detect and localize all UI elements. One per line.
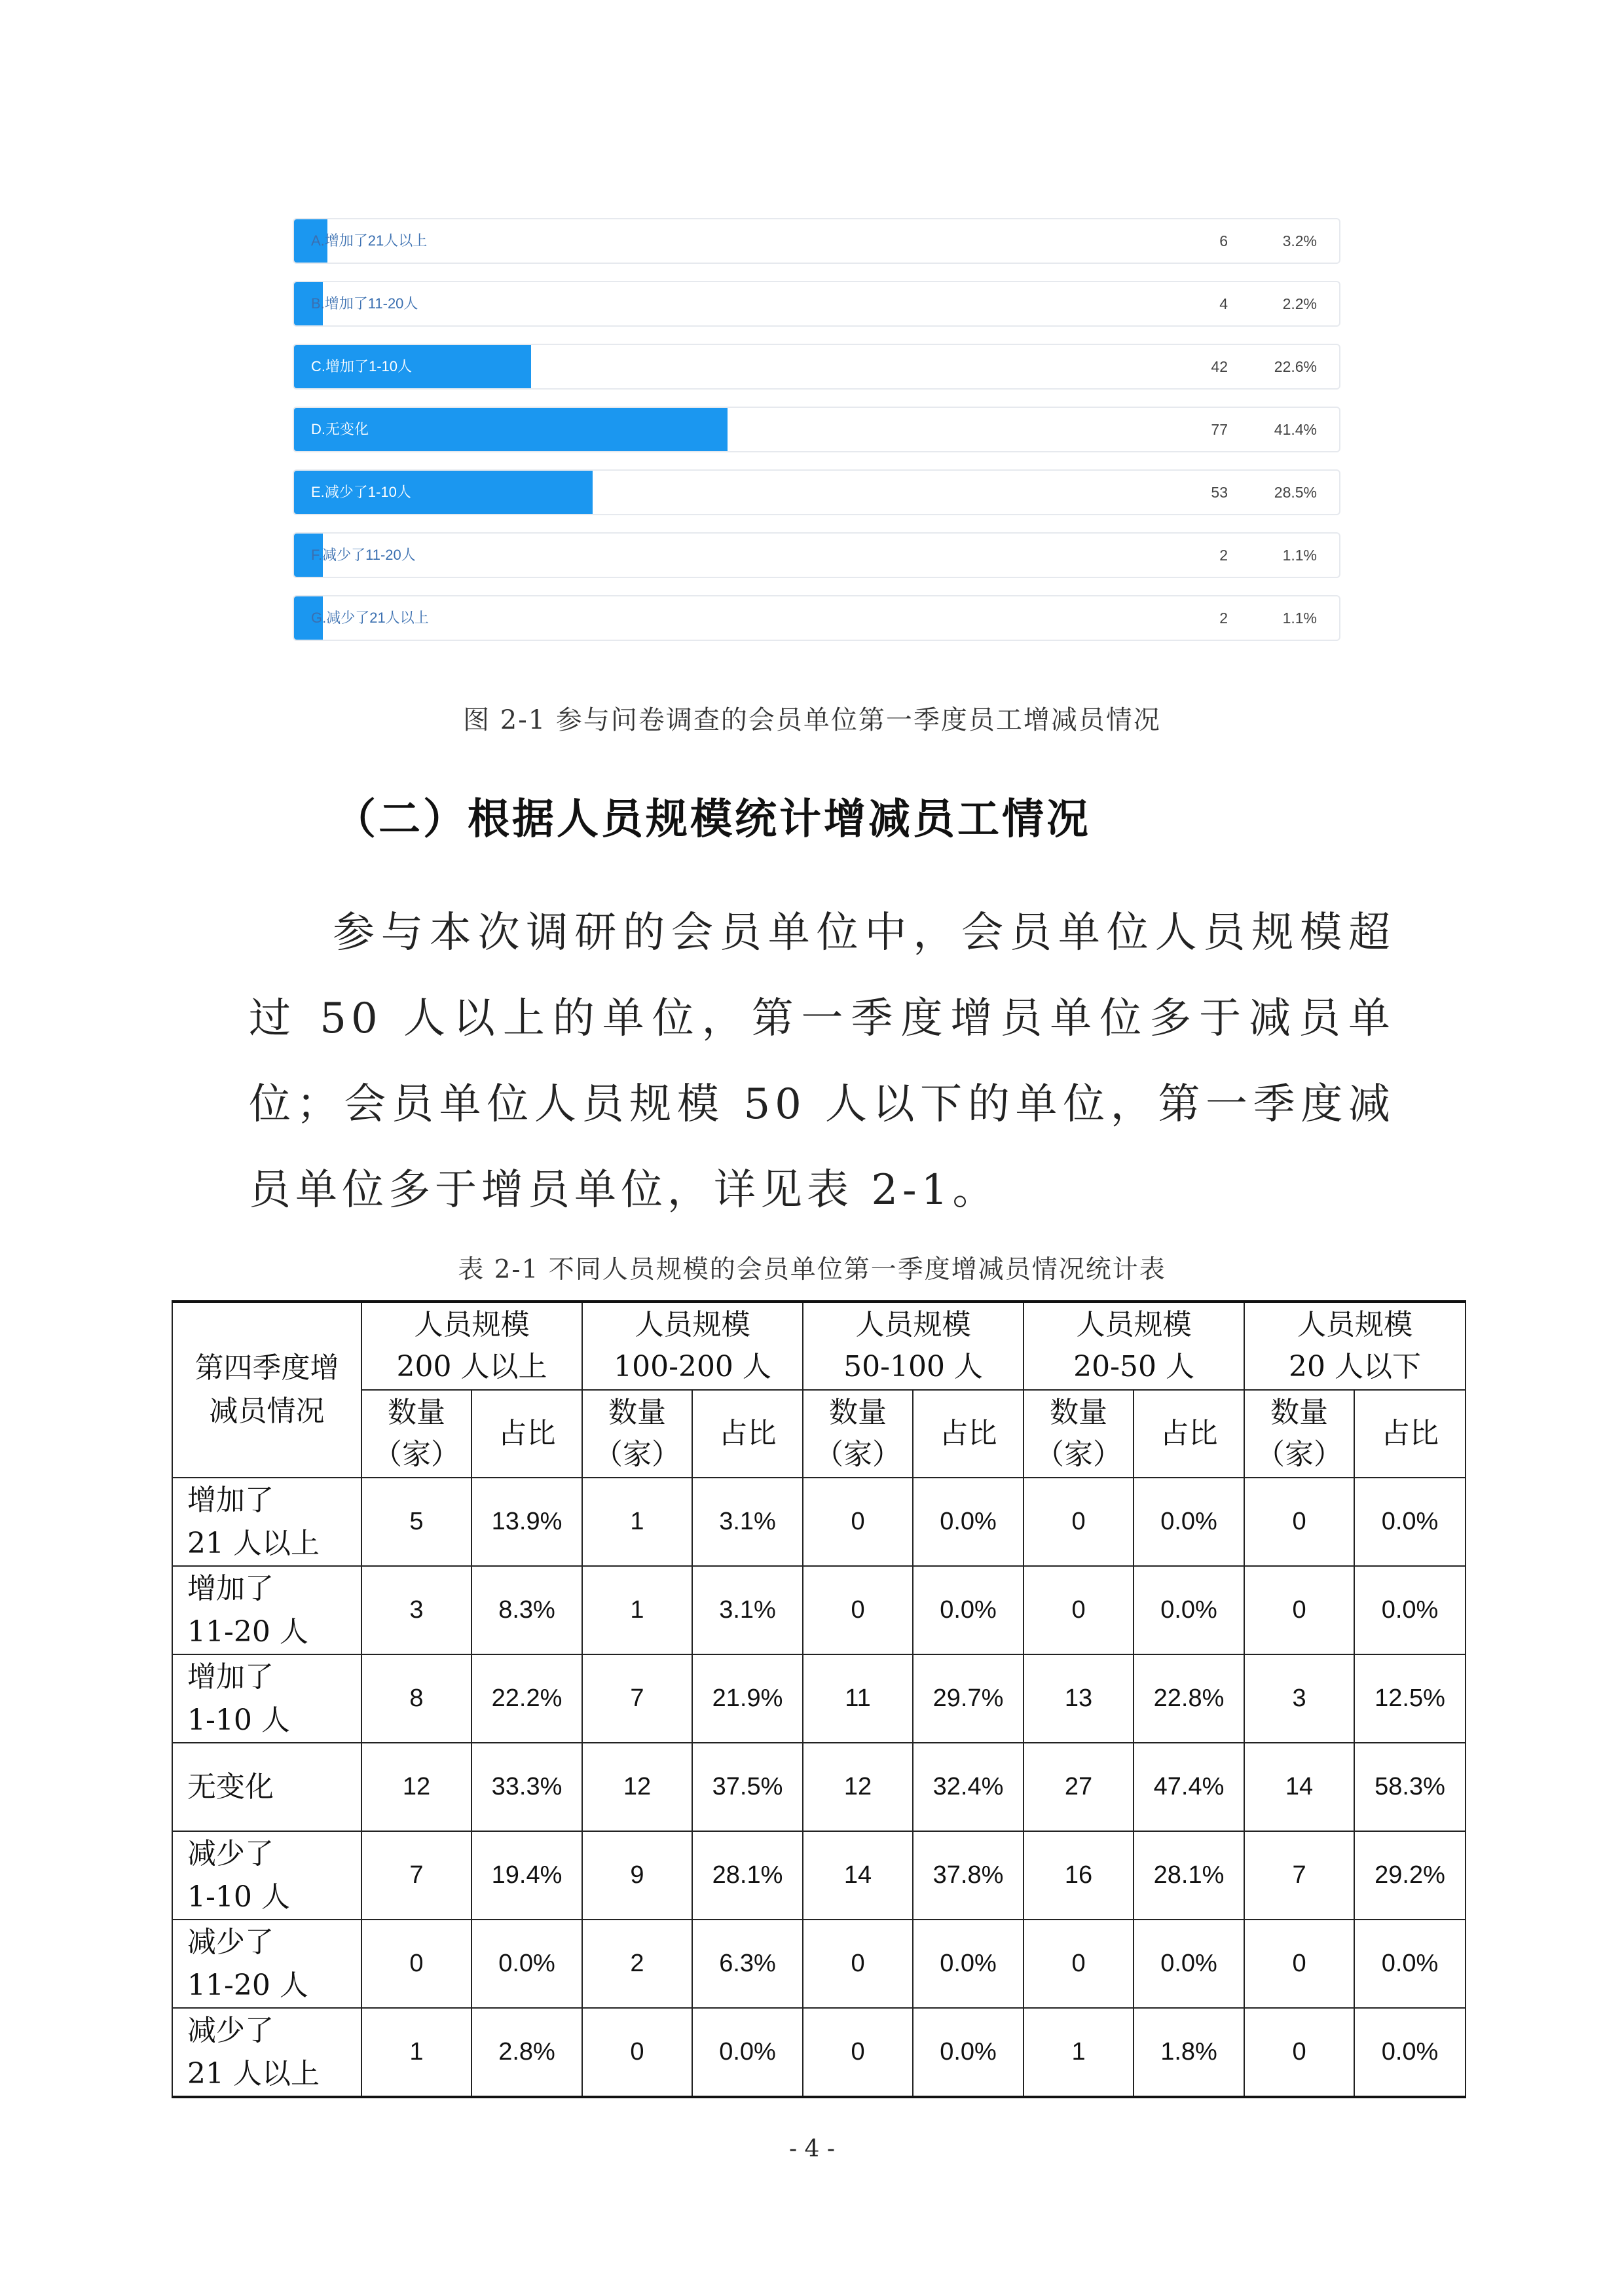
group-header-cell: 人员规模 20-50 人: [1024, 1302, 1244, 1390]
ratio-cell: 0.0%: [913, 1478, 1024, 1566]
row-label-cell: 减少了 11-20 人: [172, 1920, 361, 2008]
row-label-cell: 无变化: [172, 1743, 361, 1831]
ratio-cell: 13.9%: [471, 1478, 582, 1566]
ratio-cell: 0.0%: [1354, 2008, 1466, 2097]
stats-table: [172, 1300, 1466, 2098]
chart-row: [293, 469, 1340, 515]
ratio-cell: 28.1%: [1134, 1831, 1244, 1920]
ratio-cell: 29.7%: [913, 1654, 1024, 1743]
ratio-cell: 29.2%: [1354, 1831, 1466, 1920]
count-cell: 0: [582, 2008, 692, 2097]
row-label-cell: 增加了 1-10 人: [172, 1654, 361, 1743]
count-cell: 11: [803, 1654, 913, 1743]
ratio-cell: 47.4%: [1134, 1743, 1244, 1831]
bar-percent: 28.5%: [1274, 484, 1317, 501]
count-cell: 7: [1244, 1831, 1354, 1920]
chart-row: [293, 407, 1340, 452]
table-caption: 表 2-1 不同人员规模的会员单位第一季度增减员情况统计表: [458, 1255, 1166, 1285]
count-cell: 1: [361, 2008, 471, 2097]
figure-caption: 图 2-1 参与问卷调查的会员单位第一季度员工增减员情况: [463, 705, 1161, 735]
bar-percent: 22.6%: [1274, 358, 1317, 375]
count-cell: 0: [1244, 2008, 1354, 2097]
ratio-header-cell: 占比: [471, 1390, 582, 1478]
ratio-cell: 0.0%: [1134, 1920, 1244, 2008]
ratio-cell: 37.5%: [692, 1743, 803, 1831]
chart-row: [293, 344, 1340, 390]
ratio-cell: 0.0%: [1134, 1566, 1244, 1654]
bar-percent: 1.1%: [1282, 610, 1317, 627]
body-paragraph: 参与本次调研的会员单位中，会员单位人员规模超过 50 人以上的单位，第一季度增员单位多于减员单位；会员单位人员规模 50 人以下的单位，第一季度减员单位多于增员单位，详见表 2-1。: [249, 909, 1395, 1214]
ratio-cell: 22.8%: [1134, 1654, 1244, 1743]
row-label-cell: 减少了 21 人以上: [172, 2008, 361, 2097]
count-cell: 0: [1244, 1920, 1354, 2008]
count-cell: 1: [582, 1566, 692, 1654]
chart-row: [293, 532, 1340, 578]
count-header-cell: 数量 （家）: [1244, 1390, 1354, 1478]
count-cell: 7: [361, 1831, 471, 1920]
count-header-cell: 数量 （家）: [361, 1390, 471, 1478]
group-header-cell: 人员规模 50-100 人: [803, 1302, 1024, 1390]
count-cell: 0: [803, 1566, 913, 1654]
option-bar-chart: [293, 218, 1340, 650]
ratio-cell: 58.3%: [1354, 1743, 1466, 1831]
ratio-cell: 0.0%: [913, 1920, 1024, 2008]
table-row: [172, 2008, 1466, 2097]
table-row: [172, 1831, 1466, 1920]
bar-percent: 2.2%: [1282, 295, 1317, 312]
bar-percent: 3.2%: [1282, 232, 1317, 249]
count-cell: 0: [1024, 1478, 1134, 1566]
ratio-cell: 0.0%: [471, 1920, 582, 2008]
ratio-cell: 6.3%: [692, 1920, 803, 2008]
count-cell: 0: [1244, 1566, 1354, 1654]
bar-label: G.减少了21人以上: [311, 610, 429, 626]
count-cell: 14: [803, 1831, 913, 1920]
ratio-header-cell: 占比: [1134, 1390, 1244, 1478]
ratio-cell: 0.0%: [913, 1566, 1024, 1654]
count-cell: 16: [1024, 1831, 1134, 1920]
bar-label: E.减少了1-10人: [311, 484, 411, 500]
bar-label: F.减少了11-20人: [311, 547, 416, 563]
count-cell: 8: [361, 1654, 471, 1743]
count-cell: 9: [582, 1831, 692, 1920]
bar-label: B.增加了11-20人: [311, 295, 418, 312]
group-header-cell: 人员规模 100-200 人: [582, 1302, 803, 1390]
ratio-cell: 1.8%: [1134, 2008, 1244, 2097]
ratio-cell: 0.0%: [1134, 1478, 1244, 1566]
count-cell: 3: [361, 1566, 471, 1654]
chart-row: [293, 218, 1340, 264]
group-header-cell: 人员规模 20 人以下: [1244, 1302, 1466, 1390]
header-row-groups: [172, 1302, 1466, 1390]
ratio-cell: 37.8%: [913, 1831, 1024, 1920]
count-cell: 1: [582, 1478, 692, 1566]
bar-count: 53: [1211, 484, 1228, 501]
ratio-header-cell: 占比: [692, 1390, 803, 1478]
bar-count: 2: [1219, 547, 1228, 564]
ratio-cell: 12.5%: [1354, 1654, 1466, 1743]
ratio-cell: 3.1%: [692, 1478, 803, 1566]
table-row: [172, 1743, 1466, 1831]
count-cell: 7: [582, 1654, 692, 1743]
count-cell: 0: [803, 1478, 913, 1566]
count-cell: 12: [361, 1743, 471, 1831]
bar-label: A.增加了21人以上: [311, 232, 428, 249]
bar-count: 2: [1219, 610, 1228, 627]
ratio-header-cell: 占比: [913, 1390, 1024, 1478]
ratio-cell: 28.1%: [692, 1831, 803, 1920]
count-cell: 0: [1244, 1478, 1354, 1566]
count-header-cell: 数量 （家）: [582, 1390, 692, 1478]
table-row: [172, 1654, 1466, 1743]
chart-row: [293, 281, 1340, 327]
ratio-cell: 0.0%: [913, 2008, 1024, 2097]
count-cell: 3: [1244, 1654, 1354, 1743]
ratio-cell: 0.0%: [1354, 1478, 1466, 1566]
count-cell: 1: [1024, 2008, 1134, 2097]
count-cell: 0: [803, 1920, 913, 2008]
count-cell: 12: [582, 1743, 692, 1831]
ratio-cell: 3.1%: [692, 1566, 803, 1654]
section-heading: （二）根据人员规模统计增减员工情况: [334, 795, 1091, 844]
count-cell: 27: [1024, 1743, 1134, 1831]
bar-label: D.无变化: [311, 421, 369, 437]
count-cell: 13: [1024, 1654, 1134, 1743]
bar-percent: 1.1%: [1282, 547, 1317, 564]
count-cell: 12: [803, 1743, 913, 1831]
ratio-cell: 33.3%: [471, 1743, 582, 1831]
count-cell: 5: [361, 1478, 471, 1566]
corner-header-cell: 第四季度增 减员情况: [172, 1302, 361, 1478]
bar-count: 6: [1219, 232, 1228, 249]
count-cell: 0: [1024, 1920, 1134, 2008]
bar-percent: 41.4%: [1274, 421, 1317, 438]
ratio-header-cell: 占比: [1354, 1390, 1466, 1478]
count-cell: 0: [361, 1920, 471, 2008]
ratio-cell: 0.0%: [1354, 1566, 1466, 1654]
table-row: [172, 1920, 1466, 2008]
page-number: - 4 -: [788, 2136, 836, 2162]
ratio-cell: 22.2%: [471, 1654, 582, 1743]
count-cell: 14: [1244, 1743, 1354, 1831]
count-header-cell: 数量 （家）: [803, 1390, 913, 1478]
ratio-cell: 32.4%: [913, 1743, 1024, 1831]
bar-count: 77: [1211, 421, 1228, 438]
ratio-cell: 8.3%: [471, 1566, 582, 1654]
bar-label: C.增加了1-10人: [311, 358, 413, 374]
count-cell: 2: [582, 1920, 692, 2008]
row-label-cell: 增加了 21 人以上: [172, 1478, 361, 1566]
bar-count: 4: [1219, 295, 1228, 312]
count-cell: 0: [803, 2008, 913, 2097]
chart-row: [293, 595, 1340, 641]
count-cell: 0: [1024, 1566, 1134, 1654]
bar-count: 42: [1211, 358, 1228, 375]
group-header-cell: 人员规模 200 人以上: [361, 1302, 582, 1390]
table-row: [172, 1478, 1466, 1566]
row-label-cell: 增加了 11-20 人: [172, 1566, 361, 1654]
ratio-cell: 2.8%: [471, 2008, 582, 2097]
ratio-cell: 21.9%: [692, 1654, 803, 1743]
ratio-cell: 0.0%: [1354, 1920, 1466, 2008]
ratio-cell: 0.0%: [692, 2008, 803, 2097]
ratio-cell: 19.4%: [471, 1831, 582, 1920]
table-row: [172, 1566, 1466, 1654]
header-row-sub: [172, 1390, 1466, 1478]
count-header-cell: 数量 （家）: [1024, 1390, 1134, 1478]
row-label-cell: 减少了 1-10 人: [172, 1831, 361, 1920]
